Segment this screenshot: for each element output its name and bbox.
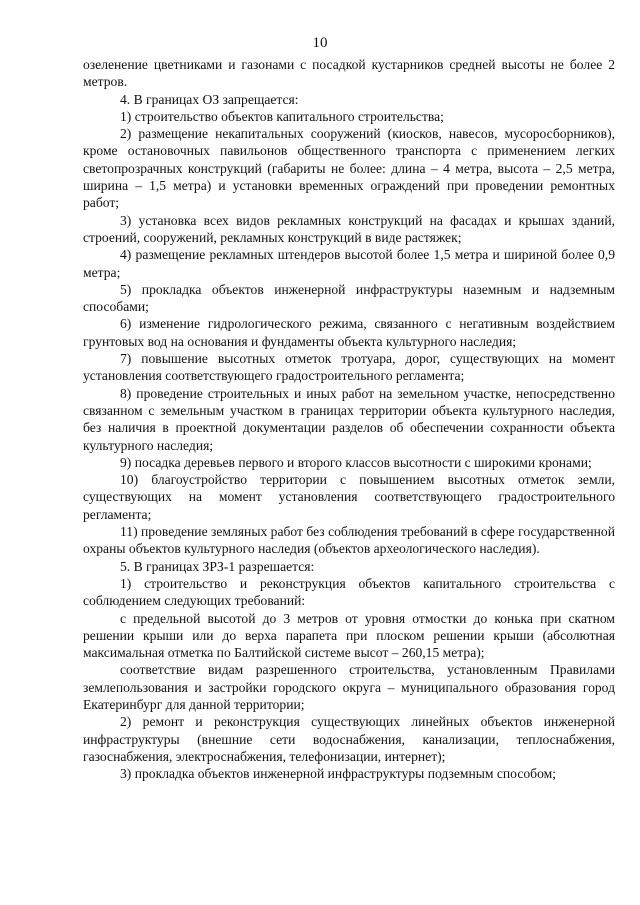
section-heading-zrz1-allowed: 5. В границах ЗРЗ-1 разрешается:: [120, 558, 315, 574]
document-body: [83, 56, 615, 782]
list-item-10: 10) благоустройство территории с повышением высотных отметок земли, существующих на момент установления соответствующего градостроительного регламента;: [83, 472, 615, 522]
section-heading-oz-prohibited: 4. В границах ОЗ запрещается:: [120, 91, 299, 107]
list-item-2: 2) размещение некапитальных сооружений (киосков, навесов, мусоросборников), кроме остановочных павильонов общественного транспорта с применением легких светопрозрачных конструкций (габариты не более: длина – 4 метра, высота – 2,5 метра, ширина – 1,5 метра) и установки временных ограждений при проведении ремонтных работ;: [83, 126, 615, 211]
requirement-height: с предельной высотой до 3 метров от уровня отмостки до конька при скатном решении крыши или до верха парапета при плоском решении крыши (абсолютная максимальная отметка по Балтийской системе высот – 260,15 метра);: [83, 610, 615, 661]
allowed-item-2: 2) ремонт и реконструкция существующих линейных объектов инженерной инфраструктуры (внешние сети водоснабжения, канализации, теплоснабжения, газоснабжения, электроснабжения, телефонизации, интернет);: [83, 714, 615, 764]
list-item-11: 11) проведение земляных работ без соблюдения требований в сфере государственной охраны объектов культурного наследия (объектов археологического наследия).: [83, 524, 615, 557]
allowed-item-3: 3) прокладка объектов инженерной инфраструктуры подземным способом;: [120, 766, 556, 782]
list-item-5: 5) прокладка объектов инженерной инфраструктуры наземным и надземным способами;: [83, 281, 615, 315]
paragraph-continuation: озеленение цветниками и газонами с посадкой кустарников средней высоты не более 2 метров.: [83, 57, 615, 90]
list-item-7: 7) повышение высотных отметок тротуара, дорог, существующих на момент установления соответствующего градостроительного регламента;: [83, 351, 615, 384]
list-item-1: 1) строительство объектов капитального строительства;: [120, 108, 444, 124]
list-item-9: 9) посадка деревьев первого и второго классов высотности с широкими кронами;: [120, 454, 592, 470]
requirement-permitted-use: соответствие видам разрешенного строительства, установленным Правилами землепользования и застройки городского округа – муниципального образования город Екатеринбург для данной территории;: [83, 662, 615, 712]
page-number: 10: [312, 35, 328, 51]
list-item-8: 8) проведение строительных и иных работ на земельном участке, непосредственно связанном с земельным участком в границах территории объекта культурного наследия, без наличия в проектной документации разделов об обеспечении сохранности объекта культурного наследия;: [83, 385, 615, 453]
list-item-4: 4) размещение рекламных штендеров высотой более 1,5 метра и шириной более 0,9 метра;: [83, 247, 615, 280]
list-item-6: 6) изменение гидрологического режима, связанного с негативным воздействием грунтовых вод на основания и фундаменты объекта культурного наследия;: [83, 316, 615, 349]
allowed-item-1: 1) строительство и реконструкция объектов капитального строительства с соблюдением следующих требований:: [83, 575, 615, 609]
list-item-3: 3) установка всех видов рекламных конструкций на фасадах и крышах зданий, строений, сооружений, рекламных конструкций в виде растяжек;: [83, 212, 615, 245]
